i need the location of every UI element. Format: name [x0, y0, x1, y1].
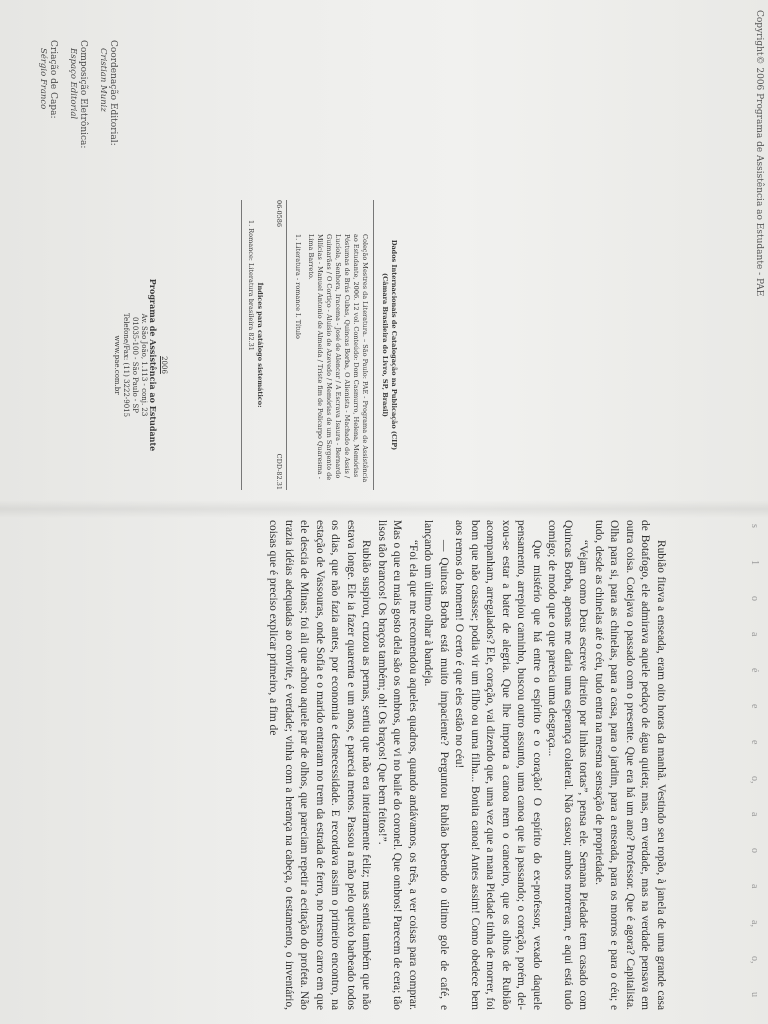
publication-year: 2006 [160, 356, 168, 374]
cip-cdd-number: CDD-82.31 [275, 453, 283, 490]
cip-subtitle: (Câmara Brasileira do Livro, SP, Brasil) [381, 273, 389, 417]
publisher-website: www.pae.com.br [113, 335, 121, 395]
paragraph: Que mistério que há entre o espírito e o coração! O espírito do ex-professor, vexado daquele pensamento, arrepiou caminho, buscou outro assunto, uma canoa que ia passando; o coração, porém, dei-xou-se estar a bater de alegria. Que lhe importa a canoa nem o canoeiro, que os olhos de Rubião acompanham, arregalados? Ele, coração, vai dizendo que, uma vez que a mana Piedade tinha de morrer, foi bom que não casasse; podia vir um filho ou uma filha... Bonita canoa! Antes assim! Como obedece bem aos remos do homem! O certo é que eles estão no céu! [453, 520, 543, 1010]
copyright-notice: Copyright© 2006 Programa de Assistência ao Estudante - PAE [754, 10, 764, 297]
edge-letter: o [749, 596, 760, 601]
cip-subject-line: 1. Literatura - romance I. Título [294, 234, 302, 339]
edge-letter: o, [749, 776, 760, 784]
edge-letter: é [749, 668, 760, 673]
publisher-name: Programa de Assistência ao Estudante [148, 278, 158, 452]
credits-block [28, 40, 118, 240]
text-page [0, 520, 768, 1024]
edge-letter: a, [749, 920, 760, 927]
copyright-page [0, 0, 768, 500]
credit-cover [38, 40, 58, 240]
credit-name: Cristian Muniz [98, 48, 108, 112]
book-gutter [0, 500, 768, 518]
cip-number-row [274, 200, 287, 490]
credit-name: Espaço Editorial [68, 48, 78, 120]
publisher-phone: Telefone/Fax: (11) 3222-9015 [122, 312, 130, 418]
bleed-through-letters [720, 520, 760, 1024]
credit-role: Criação de Capa: [48, 40, 58, 119]
paragraph: “Foi ela que me recomendou aqueles quadros, quando andávamos, os três, a ver coisas para comprar. Mas o que eu mais gosto dela são os ombros, que vi no baile do coronel. Que ombros! Parecem de cera; tão lisos tão brancos! Os braços também; oh! Os braços! Que bem feitos!”. [376, 520, 419, 1010]
cip-body [293, 200, 374, 490]
paragraph: Rubião fitava a enseada, eram oito horas da manhã. Vestindo seu ropão, à janela de uma grande casa de Botafogo, ele admirava aquele pedaço de água quieta; mas, em verdade, mas na verdade pensava em outra coisa. Cotejava o passado com o presente. Que era há um ano? Professor. Que é agora? Capitalista. Olha para si, para as chinelas, para a casa, para o jardim, para a enseada, para os morros e para o céu; e tudo, desde as chinelas até o céu, tudo entra na mesma sensação de propriedade. [593, 520, 667, 1010]
cip-divider [241, 200, 242, 490]
cip-index-title: Índices para catálogo sistemático: [256, 282, 264, 408]
edge-letter: e [749, 704, 760, 709]
credit-role: Composição Eletrônica: [78, 40, 88, 149]
edge-letter: e [749, 740, 760, 745]
cip-record [241, 200, 398, 490]
edge-letter: o, [749, 956, 760, 964]
publisher-address-line-2: 01035-100 - São Paulo - SP [131, 316, 139, 414]
edge-letter: 1 [749, 560, 760, 565]
novel-text [265, 520, 668, 1010]
credit-name: Sérgio Franco [38, 48, 48, 110]
paragraph: — Quincas Borba está muito impaciente? Perguntou Rubião bebendo o último gole de café, e lançando um último olhar à bandeja. [422, 520, 450, 1010]
credit-coordination [98, 40, 118, 240]
cip-index-item: 1. Romance: Literatura brasileira 82.31 [247, 220, 255, 351]
edge-letter: o [749, 848, 760, 853]
credit-role: Coordenação Editorial: [108, 40, 118, 146]
paragraph: “Vejam como Deus escreve direito por linhas tortas”, pensa ele. Semana Piedade tem casado com Quincas Borba, apenas me daria uma esperança colateral. Não casou; ambos morreram, e aqui está tudo comigo; de modo que o que parecia uma desgraça... [546, 520, 590, 1010]
publisher-address-line-1: Av. São João, 1.113 - conj. 23 [140, 313, 148, 417]
edge-letter: a [749, 632, 760, 637]
cip-description: Coleção Mestres da Literatura. – São Paulo: PAE - Programa de Assistência ao Estudante, 2006. 12 vol. Conteúdo: Dom Casmurro, Helena, Memórias Póstumas de Brás Cubas, Quincas Borba, O Alienista - Machado de Assis / Lucíola, Senhora, Iracema - José de Alencar / A Escrava Isaura - Bernardo Guimarães / O Cortiço - Aluísio de Azevedo / Memórias de um Sargento de Milícias - Manuel Antonio de Almeida / Triste fim de Policarpo Quaresma - Lima Barreto. [307, 234, 369, 483]
edge-letter: u [749, 992, 760, 997]
edge-letter: s [749, 524, 760, 528]
edge-letter: a [749, 812, 760, 817]
publisher-block [112, 275, 168, 455]
paragraph: Rubião suspirou, cruzou as pernas, sentiu que não era inteiramente feliz; mas sentia também que não estava longe. Ele ia fazer quarenta e um anos, e parecia menos. Passou a mão pelo queixo barbeado todos os dias, que não fazia antes, por economia e desnecessidade. E recordava assim o primeiro encontro, na estação de Vassouras, onde Sofia e o marido entraram no trem da estrada de ferro, no mesmo carro em que ele descia de Minas; foi ali que achou aquele par de olhos, que pareciam repetir a ecitação do profeta. Não trazia idéias adequadas ao convite, é verdade; vinha com a herança na cabeça, o testamento, o inventário, coisas que é preciso explicar primeiro, a fim de [267, 520, 373, 1010]
cip-control-number: 06-0586 [275, 200, 283, 228]
cip-title: Dados Internacionais de Catalogação na Publicação (CIP) [390, 239, 398, 451]
edge-letter: a [749, 884, 760, 889]
credit-composition [68, 40, 88, 240]
